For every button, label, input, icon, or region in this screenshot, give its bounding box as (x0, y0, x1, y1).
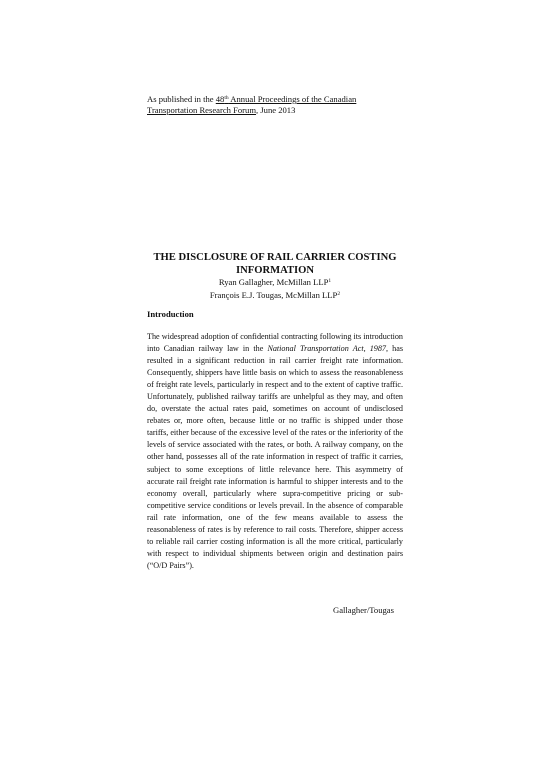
title-line-1: THE DISCLOSURE OF RAIL CARRIER COSTING (153, 252, 397, 263)
author-1-name: Ryan Gallagher, McMillan LLP (218, 277, 329, 287)
publication-note (147, 94, 407, 116)
introduction-paragraph: The widespread adoption of confidential contracting following its introduction into Canadian railway law in the National Transportation Act, 1987, has resulted in a significant reduction in rail carrier freight rate information. Consequently, shippers have little basis on which to assess the reasonableness of freight rate levels, particularly in respect and to the extent of captive traffic. Unfortunately, published railway tariffs are unhelpful as they may, and often do, overstate the actual rates paid, sometimes on account of undisclosed rebates or, more often, because little or no traffic is shipped under those tariffs, either because of the excessive level of the rates or the inferiority of the levels of service associated with the rates, or both. A railway company, on the other hand, possesses all of the rate information in respect of traffic it carries, subject to some exceptions of little relevance here. This asymmetry of accurate rail freight rate information is harmful to shipper interests and to the economy overall, particularly where supra-competitive pricing or sub-competitive service conditions or levels prevail. In the absence of comparable rail rate information, one of the few means available to assess the reasonableness of rates is by reference to rail costs. Therefore, shipper access to reliable rail carrier costing information is all the more critical, particularly with respect to individual shipments between origin and destination pairs (“O/D Pairs”). (147, 332, 403, 570)
running-head: Gallagher/Tougas (333, 605, 394, 615)
title-line-2: INFORMATION (235, 265, 315, 276)
publication-forum: Transportation Research Forum (147, 105, 256, 115)
act-title: National Transportation Act, 1987 (267, 344, 386, 354)
author-1-footnote-marker: 1 (328, 278, 332, 284)
publication-edition: 48th Annual Proceedings of the Canadian (215, 94, 357, 104)
author-2-footnote-marker: 2 (337, 291, 341, 297)
author-1 (147, 277, 403, 288)
section-heading: Introduction (147, 309, 194, 319)
publication-date: , June 2013 (256, 105, 296, 115)
author-2 (147, 290, 403, 301)
author-2-name: François E.J. Tougas, McMillan LLP (209, 290, 338, 300)
paper-title (147, 251, 403, 277)
publication-prefix: As published in the (147, 94, 216, 104)
